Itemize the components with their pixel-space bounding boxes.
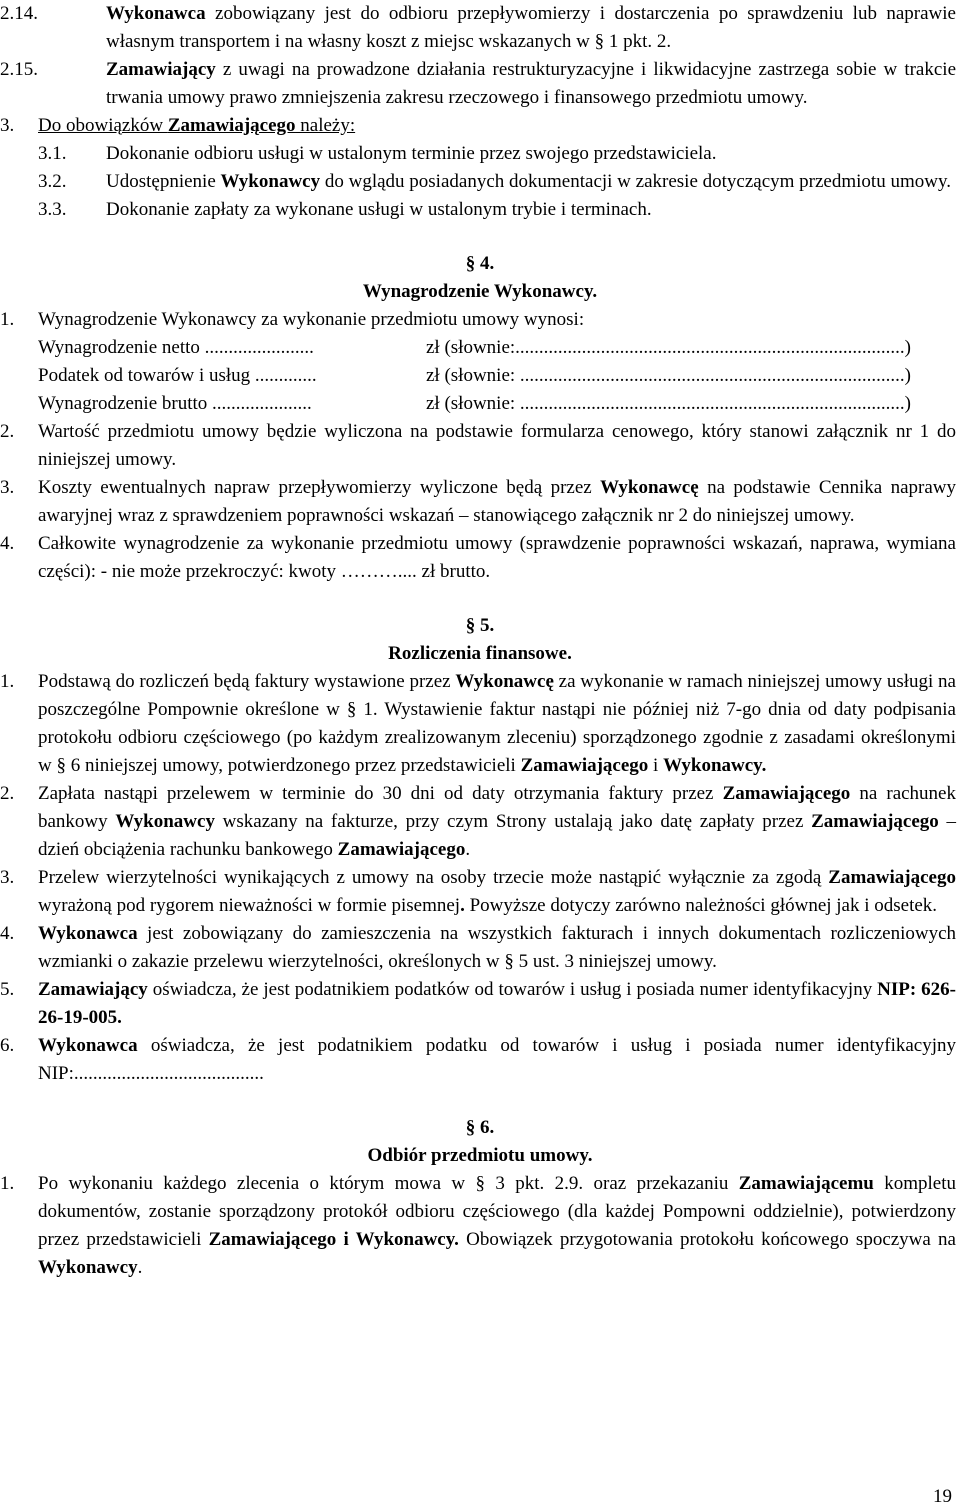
- bold-term: Wykonawcę: [455, 671, 554, 692]
- clause-number: 1.: [0, 1173, 15, 1194]
- s4-point-4: [0, 530, 960, 586]
- bold-term: NIP: 626-26-19-005.: [38, 979, 956, 1028]
- clause-3-1: [0, 140, 960, 168]
- bold-term: .: [460, 895, 465, 916]
- bold-term: Zamawiającemu: [738, 1173, 874, 1194]
- s4-point-2: [0, 418, 960, 474]
- s5-point-3: [0, 864, 960, 920]
- clause-number: 3.3.: [38, 199, 67, 220]
- clause-text: Wartość przedmiotu umowy będzie wyliczona na podstawie formularza cenowego, który stanowi załącznik nr 1 do niniejszej umowy.: [38, 421, 956, 470]
- clause-number: 2.: [0, 783, 15, 804]
- bold-term: Wykonawcy: [115, 811, 215, 832]
- section-number: § 6.: [465, 1117, 495, 1138]
- s5-point-5: [0, 976, 960, 1032]
- clause-text: na podstawie Cennika naprawy awaryjnej wraz z sprawdzeniem poprawności wskazań – stanowiącego załącznik nr 2 do niniejszej umowy.: [38, 477, 956, 526]
- section-title: Rozliczenia finansowe.: [388, 643, 572, 664]
- bold-term: Wykonawcy: [38, 1257, 138, 1278]
- s5-point-2: [0, 780, 960, 864]
- bold-term: Zamawiającego: [828, 867, 956, 888]
- section-number: § 5.: [465, 615, 495, 636]
- clause-text: wskazany na fakturze, przy czym Strony ustalają jako datę zapłaty przez: [214, 811, 812, 832]
- clause-text: jest zobowiązany do zamieszczenia na wszystkich fakturach i innych dokumentach rozliczeniowych wzmianki o zakazie przelewu wierzytelności, określonych w § 5 ust. 3 niniejszej umowy.: [38, 923, 956, 972]
- clause-number: 1.: [0, 671, 15, 692]
- clause-number: 2.14.: [0, 3, 38, 24]
- clause-text: Powyższe dotyczy zarówno należności głównej jak i odsetek.: [464, 895, 938, 916]
- clause-text: Podstawą do rozliczeń będą faktury wystawione przez: [38, 671, 456, 692]
- clause-number: 3.1.: [38, 143, 67, 164]
- bold-term: Zamawiający: [38, 979, 148, 1000]
- bold-term: Zamawiającego: [208, 1229, 337, 1250]
- section-number: § 4.: [465, 253, 495, 274]
- clause-number: 4.: [0, 533, 15, 554]
- clause-number: 4.: [0, 923, 15, 944]
- clause-2-14: [0, 0, 960, 56]
- clause-text: [336, 1229, 343, 1250]
- clause-text: do wglądu posiadanych dokumentacji w zakresie dotyczącym przedmiotu umowy.: [320, 171, 951, 192]
- bold-term: Zamawiającego: [722, 783, 851, 804]
- clause-text: Zapłata nastąpi przelewem w terminie do 30 dni od daty otrzymania faktury przez: [38, 783, 723, 804]
- clause-text: oświadcza, że jest podatnikiem podatku od towarów i usług i posiada numer identyfikacyjny NIP:........................................: [38, 1035, 956, 1084]
- clause-text: .: [137, 1257, 143, 1278]
- clause-text: Obowiązek przygotowania protokołu końcowego spoczywa na: [458, 1229, 956, 1250]
- clause-number: 5.: [0, 979, 15, 1000]
- section-title: Wynagrodzenie Wykonawcy.: [362, 281, 598, 302]
- clause-text: Po wykonaniu każdego zlecenia o którym mowa w § 3 pkt. 2.9. oraz przekazaniu: [38, 1173, 739, 1194]
- amount-row-netto: [0, 334, 960, 362]
- amount-label: Wynagrodzenie netto .......................: [38, 337, 314, 358]
- clause-3-2: [0, 168, 960, 196]
- clause-number: 3.: [0, 867, 15, 888]
- bold-term: Wykonawca: [38, 1035, 138, 1056]
- amount-row-vat: [0, 362, 960, 390]
- s6-point-1: [0, 1170, 960, 1282]
- s4-point-3: [0, 474, 960, 530]
- clause-text: należy:: [295, 115, 356, 136]
- clause-text: z uwagi na prowadzone działania restrukturyzacyjne i likwidacyjne zastrzega sobie w trakcie trwania umowy prawo zmniejszenia zakresu rzeczowego i finansowego przedmiotu umowy.: [106, 59, 956, 108]
- clause-text: Koszty ewentualnych napraw przepływomierzy wyliczone będą przez: [38, 477, 601, 498]
- s4-point-1: [0, 306, 960, 334]
- bold-term: Zamawiającego: [167, 115, 296, 136]
- clause-text: Udostępnienie: [106, 171, 221, 192]
- clause-text: Dokonanie zapłaty za wykonane usługi w ustalonym trybie i terminach.: [106, 199, 652, 220]
- clause-text: zobowiązany jest do odbioru przepływomierzy i dostarczenia po sprawdzeniu lub naprawie własnym transportem i na własny koszt z miejsc wskazanych w § 1 pkt. 2.: [106, 3, 956, 52]
- amount-words: zł (słownie: .................................................................................): [426, 365, 912, 386]
- bold-term: Zamawiającego: [337, 839, 466, 860]
- amount-label: Wynagrodzenie brutto .....................: [38, 393, 312, 414]
- amount-row-brutto: [0, 390, 960, 418]
- bold-term: Wykonawca: [106, 3, 206, 24]
- clause-text: Dokonanie odbioru usługi w ustalonym terminie przez swojego przedstawiciela.: [106, 143, 717, 164]
- section-title: Odbiór przedmiotu umowy.: [367, 1145, 593, 1166]
- bold-term: Wykonawcy.: [663, 755, 767, 776]
- clause-text: wyrażoną pod rygorem nieważności w formie pisemnej: [38, 895, 461, 916]
- clause-3: [0, 112, 960, 140]
- page-number: 19: [933, 1486, 952, 1507]
- s5-point-6: [0, 1032, 960, 1088]
- clause-number: 2.: [0, 421, 15, 442]
- clause-text: na rachunek bankowy: [38, 783, 956, 832]
- clause-text: .: [465, 839, 471, 860]
- clause-text: za wykonanie w ramach niniejszej umowy usługi na poszczególne Pompownie określone w § 1. Wystawienie faktur nastąpi nie później niż 7-go dnia od daty podpisania protokołu odbioru częściowego (po każdym zrealizowanym zleceniu) sporządzonego zgodnie z zasadami określonymi w § 6 niniejszej umowy, potwierdzonego przez przedstawicieli: [38, 671, 956, 776]
- bold-term: Wykonawcy: [220, 171, 321, 192]
- s5-point-1: [0, 668, 960, 780]
- clause-text: Do obowiązków: [38, 115, 168, 136]
- amount-words: zł (słownie: .................................................................................): [426, 393, 912, 414]
- clause-number: 1.: [0, 309, 15, 330]
- clause-number: 3.2.: [38, 171, 67, 192]
- bold-term: Zamawiającego: [520, 755, 649, 776]
- bold-term: Zamawiający: [106, 59, 216, 80]
- clause-number: 3.: [0, 477, 15, 498]
- bold-term: Zamawiającego: [811, 811, 939, 832]
- clause-heading: [38, 115, 355, 136]
- bold-term: i Wykonawcy.: [343, 1229, 459, 1250]
- clause-number: 2.15.: [0, 59, 38, 80]
- clause-2-15: [0, 56, 960, 112]
- clause-number: 6.: [0, 1035, 15, 1056]
- clause-number: 3.: [0, 115, 15, 136]
- clause-3-3: [0, 196, 960, 224]
- amount-label: Podatek od towarów i usług .............: [38, 365, 317, 386]
- clause-text: Przelew wierzytelności wynikających z umowy na osoby trzecie może nastąpić wyłącznie za zgodą: [38, 867, 829, 888]
- clause-text: – dzień obciążenia rachunku bankowego: [38, 811, 957, 860]
- clause-text: i: [648, 755, 664, 776]
- clause-text: oświadcza, że jest podatnikiem podatków od towarów i usług i posiada numer identyfikacyjny: [147, 979, 878, 1000]
- bold-term: Wykonawca: [38, 923, 138, 944]
- clause-text: Całkowite wynagrodzenie za wykonanie przedmiotu umowy (sprawdzenie poprawności wskazań, naprawa, wymiana części): - nie może przekroczyć: kwoty ……….... zł brutto.: [38, 533, 956, 582]
- clause-text: Wynagrodzenie Wykonawcy za wykonanie przedmiotu umowy wynosi:: [38, 309, 585, 330]
- amount-words: zł (słownie:..................................................................................): [426, 337, 912, 358]
- bold-term: Wykonawcę: [600, 477, 699, 498]
- s5-point-4: [0, 920, 960, 976]
- clause-text: kompletu dokumentów, zostanie sporządzony protokół odbioru częściowego (dla każdej Pompowni oddzielnie), potwierdzony przez przedstawicieli: [38, 1173, 956, 1250]
